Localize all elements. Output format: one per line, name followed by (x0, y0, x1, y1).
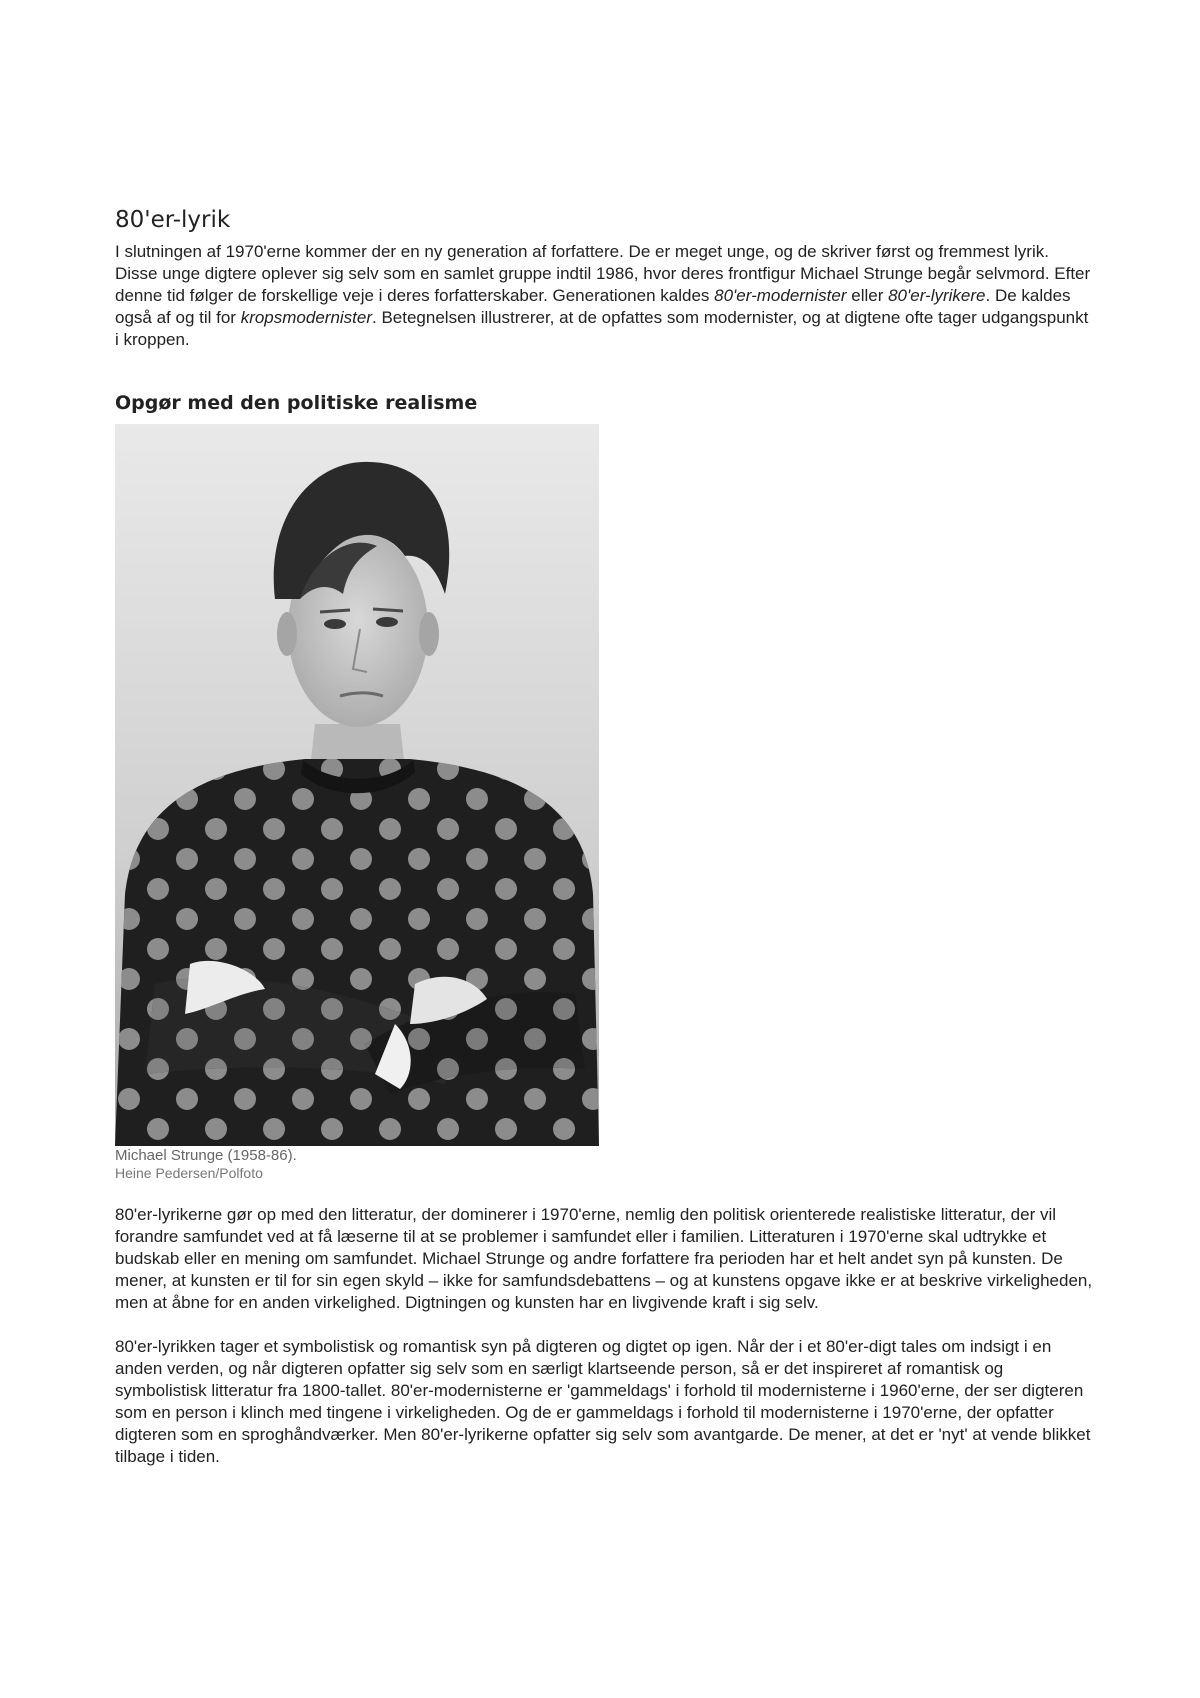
intro-term-80er-modernister: 80'er-modernister (714, 286, 847, 305)
body-paragraph-2: 80'er-lyrikerne gør op med den litteratur, der dominerer i 1970'erne, nemlig den politisk orienterede realistiske litteratur, der vil forandre samfundet ved at få læserne til at se problemer i samfundet eller i familien. Litteraturen i 1970'erne skal udtrykke et budskab eller en mening om samfundet. Michael Strunge og andre forfattere fra perioden har et helt andet syn på kunsten. De mener, at kunsten er til for sin egen skyld – ikke for samfundsdebattens – og at kunstens opgave ikke er at beskrive virkeligheden, men at åbne for en anden virkelighed. Digtningen og kunsten har en livgivende kraft i sig selv. (115, 1205, 1093, 1312)
photo-figure (115, 424, 599, 1182)
photo-caption: Michael Strunge (1958-86). (115, 1147, 297, 1164)
intro-term-kropsmodernister: kropsmodernister (240, 308, 373, 327)
intro-text-1: I slutningen af 1970'erne kommer der en ny generation af forfattere. De er meget unge, og de skriver først og fremmest lyrik. Disse unge digtere oplever sig selv som en samlet gruppe indtil 1986, hvor deres frontfigur Michael Strunge begår selvmord. Efter denne tid følger de forskellige veje i deres forfatterskaber. Generationen kaldes (115, 242, 1091, 305)
portrait-photo (115, 424, 599, 1146)
intro-text-2: eller (846, 286, 889, 305)
photo-credit: Heine Pedersen/Polfoto (115, 1165, 263, 1181)
article-title: 80'er-lyrik (115, 207, 231, 233)
body-paragraph-3: 80'er-lyrikken tager et symbolistisk og romantisk syn på digteren og digtet op igen. Når der i et 80'er-digt tales om indsigt i en anden verden, og når digteren opfatter sig selv som en særligt klartseende person, så er det inspireret af romantisk og symbolistisk litteratur fra 1800-tallet. 80'er-modernisterne er 'gammeldags' i forhold til modernisterne i 1960'erne, der ser digteren som en person i klinch med tingene i virkeligheden. Og de er gammeldags i forhold til modernisterne i 1970'erne, der opfatter digteren som en sproghåndværker. Men 80'er-lyrikerne opfatter sig selv som avantgarde. De mener, at det er 'nyt' at vende blikket tilbage i tiden. (115, 1337, 1091, 1466)
intro-term-80er-lyrikere: 80'er-lyrikere (888, 286, 986, 305)
article (115, 205, 1095, 1468)
section-heading: Opgør med den politiske realisme (115, 392, 478, 414)
intro-paragraph (115, 241, 1095, 351)
intro-text-4: . Betegnelsen illustrerer, at de opfattes som modernister, og at digtene ofte tager udgangspunkt i kroppen. (115, 308, 1089, 349)
intro-text-3: . De kaldes også af og til for (115, 286, 1071, 327)
